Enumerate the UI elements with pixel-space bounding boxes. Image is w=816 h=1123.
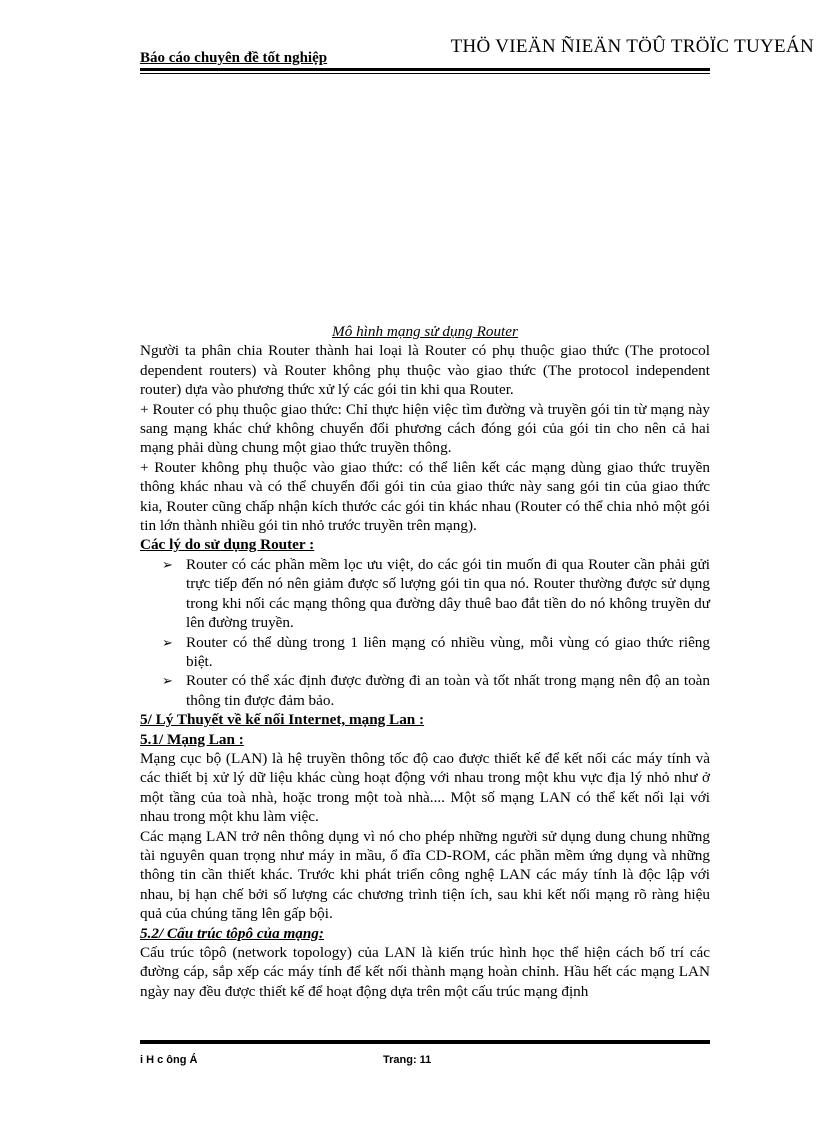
paragraph-router-types: Người ta phân chia Router thành hai loại là Router có phụ thuộc giao thức (The protocol dependent routers) và Router không phụ thuộc vào giao thức (The protocol independent router) dựa vào phương thức xử lý các gói tin khi qua Router. [140, 342, 710, 399]
list-item: ➢ Router có thể dùng trong 1 liên mạng có nhiều vùng, mỗi vùng có giao thức riêng biệt. [162, 633, 710, 670]
page-body [140, 322, 710, 1001]
paragraph-lan-benefits: Các mạng LAN trở nên thông dụng vì nó cho phép những người sử dụng dung chung những tài nguyên quan trọng như máy in mầu, ổ đĩa CD-ROM, các phần mềm ứng dụng và những thông tin cần thiết khác. Trước khi phát triển công nghệ LAN các máy tính là độc lập với nhau, bị hạn chế bởi số lượng các chương trình tiện ích, sau khi kết nối mạng rõ ràng hiệu quả của chúng tăng lên gấp bội. [140, 827, 710, 923]
paragraph-topology: Cấu trúc tôpô (network topology) của LAN là kiến trúc hình học thể hiện cách bố trí các đường cáp, sắp xếp các máy tính để kết nối thành mạng hoàn chỉnh. Hầu hết các mạng LAN ngày nay đều được thiết kế để hoạt động dựa trên một cấu trúc mạng định [140, 944, 710, 1000]
list-item: ➢ Router có các phần mềm lọc ưu việt, do các gói tin muốn đi qua Router cần phải gửi trực tiếp đến nó nên giảm được số lượng gói tin qua nó. Router thường được sử dụng trong khi nối các mạng thông qua đường dây thuê bao đắt tiền do nó không truyền dư lên đường truyền. [162, 555, 710, 632]
footer-university: i H c ông Á [140, 1054, 198, 1066]
section-5-2-heading: 5.2/ Cấu trúc tôpô của mạng: [140, 924, 324, 942]
report-title: Báo cáo chuyên đề tốt nghiệp [140, 50, 328, 66]
reasons-list [140, 555, 710, 710]
paragraph-protocol-independent: + Router không phụ thuộc vào giao thức: có thể liên kết các mạng dùng giao thức truyền thông khác nhau và có thể chuyển đổi gói tin của giao thức này sang gói tin của giao thức kia, Router cũng chấp nhận kích thước các gói tin khác nhau (Router có thể chia nhỏ một gói tin lớn thành nhiều gói tin nhỏ trước truyền trên mạng). [140, 458, 710, 535]
footer-rule [140, 1040, 710, 1044]
arrow-bullet-icon: ➢ [162, 556, 173, 572]
header-rule-thick [140, 68, 710, 71]
page-number: Trang: 11 [383, 1054, 432, 1066]
reasons-heading: Các lý do sử dụng Router : [140, 536, 315, 554]
section-5-heading: 5/ Lý Thuyết về kế nối Internet, mạng Lan : [140, 711, 425, 729]
arrow-bullet-icon: ➢ [162, 634, 173, 650]
arrow-bullet-icon: ➢ [162, 673, 173, 689]
list-item: ➢ Router có thể xác định được đường đi an toàn và tốt nhất trong mạng nên độ an toàn thông tin được đảm bảo. [162, 672, 710, 709]
paragraph-lan-definition: Mạng cục bộ (LAN) là hệ truyền thông tốc độ cao được thiết kế để kết nối các máy tính và các thiết bị xử lý dữ liệu khác cùng hoạt động với nhau trong một khu vực địa lý nhỏ như ở một tầng của toà nhà, hoặc trong một toà nhà.... Một số mạng LAN có thể kết nối lại với nhau trong một khu làm việc. [140, 749, 710, 826]
header-rule-thin [140, 73, 710, 74]
section-5-1-heading: 5.1/ Mạng Lan : [140, 730, 244, 748]
library-banner: THÖ VIEÄN ÑIEÄN TÖÛ TRÖÏC TUYEÁN [450, 36, 814, 57]
figure-caption: Mô hình mạng sử dụng Router [332, 323, 518, 340]
paragraph-protocol-dependent: + Router có phụ thuộc giao thức: Chỉ thực hiện việc tìm đường và truyền gói tin từ mạng này sang mạng khác chứ không chuyển đổi phương cách đóng gói của gói tin cho nên cả hai mạng phải dùng chung một giao thức truyền thông. [140, 400, 710, 457]
